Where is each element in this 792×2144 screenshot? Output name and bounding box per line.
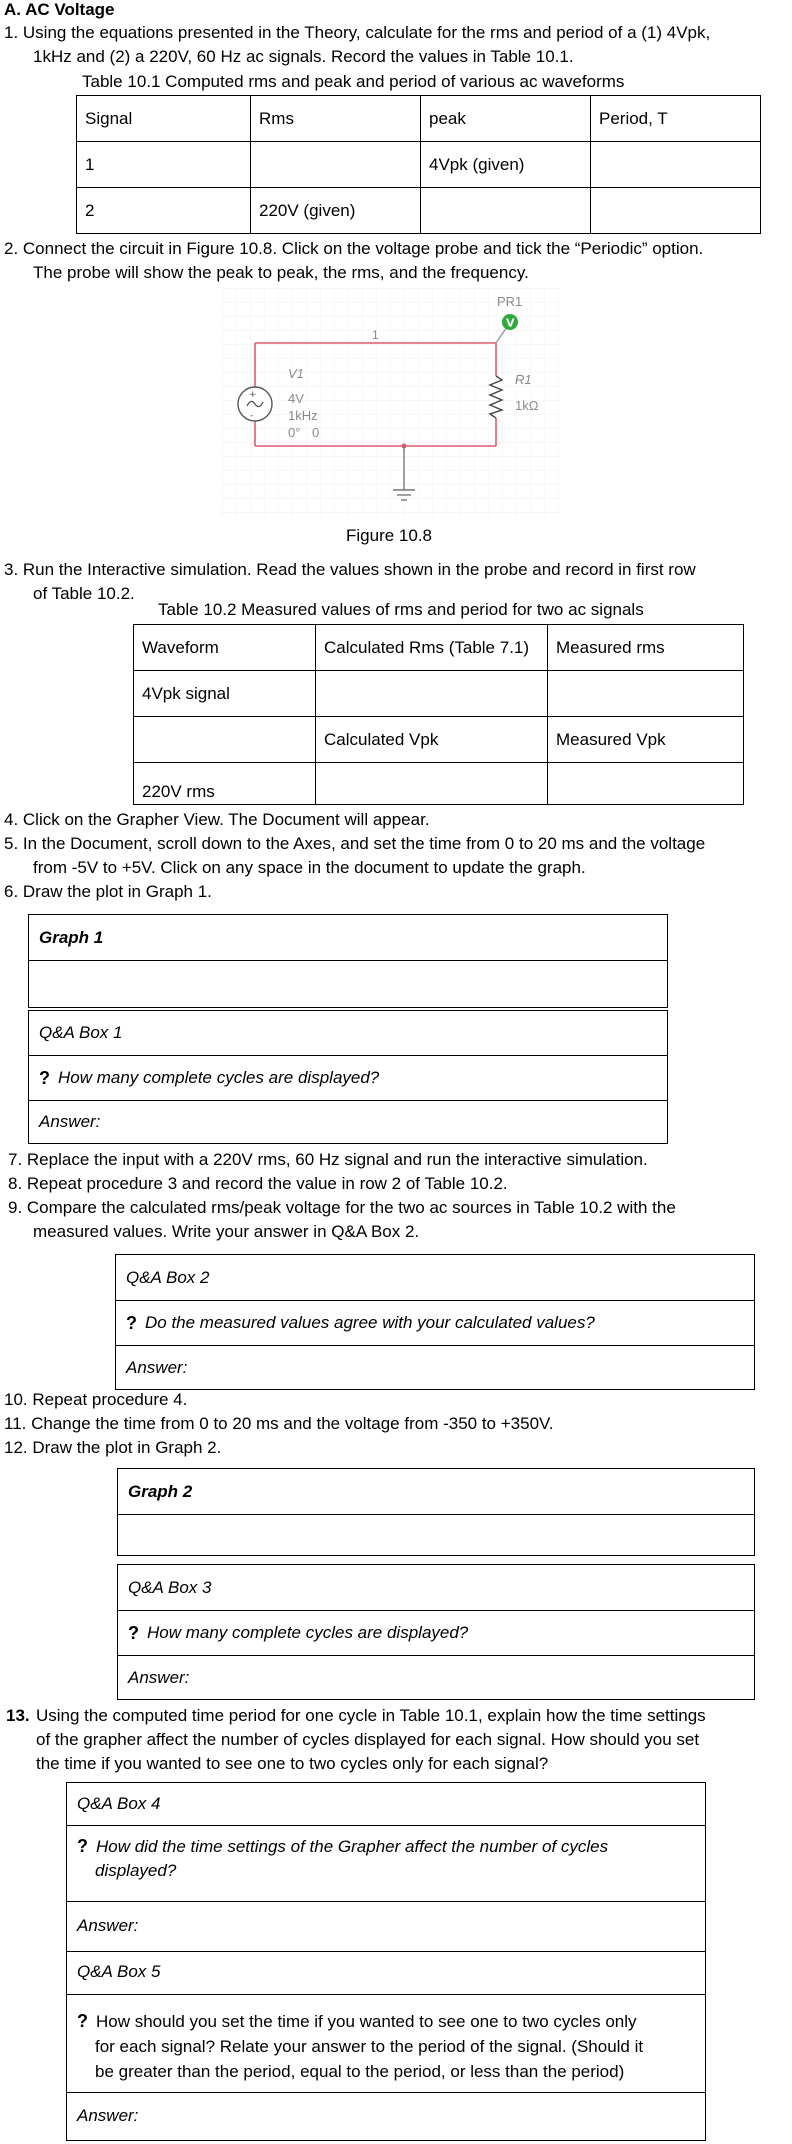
table-10-2-cell: Measured Vpk [548, 717, 744, 763]
graph-2-box [117, 1468, 755, 1556]
resistor-value: 1kΩ [515, 398, 539, 413]
qa-box-2-question: Do the measured values agree with your calculated values? [145, 1313, 595, 1332]
table-10-1-header: peak [421, 96, 591, 142]
question-mark-icon: ? [126, 1312, 137, 1333]
question-mark-icon: ? [39, 1067, 50, 1088]
source-voltage: 4V [288, 391, 304, 406]
step-5-line-1: 5. In the Document, scroll down to the Axes, and set the time from 0 to 20 ms and the voltage [4, 834, 706, 853]
qa-box-4-title: Q&A Box 4 [67, 1783, 705, 1826]
source-zero: 0 [312, 425, 320, 440]
source-phase: 0° [288, 425, 301, 440]
qa-box-3-title: Q&A Box 3 [118, 1565, 754, 1611]
graph-1-title: Graph 1 [29, 915, 667, 961]
step-9-line-2: measured values. Write your answer in Q&A Box 2. [33, 1222, 420, 1241]
graph-2-title: Graph 2 [118, 1469, 754, 1515]
step-8: 8. Repeat procedure 3 and record the value in row 2 of Table 10.2. [8, 1174, 508, 1193]
step-13-line-3: the time if you wanted to see one to two cycles only for each signal? [36, 1754, 549, 1773]
qa-box-5-question-line-3: be greater than the period, equal to the period, or less than the period) [95, 2062, 625, 2081]
table-10-1-cell: 4Vpk (given) [421, 142, 591, 188]
table-10-2-cell[interactable] [548, 763, 744, 805]
qa-box-2-answer[interactable]: Answer: [126, 1357, 188, 1377]
table-10-2-cell [134, 717, 316, 763]
step-3-line-2: of Table 10.2. [33, 584, 135, 603]
source-frequency: 1kHz [288, 408, 318, 423]
table-10-1-header: Period, T [591, 96, 761, 142]
qa-box-5 [66, 1950, 706, 2141]
qa-box-4-question-line-2: displayed? [95, 1861, 177, 1880]
probe-mark: V [506, 316, 515, 330]
probe-label: PR1 [497, 294, 523, 309]
qa-box-1-answer[interactable]: Answer: [39, 1112, 101, 1131]
qa-box-1-title: Q&A Box 1 [29, 1011, 667, 1056]
step-12: 12. Draw the plot in Graph 2. [4, 1438, 222, 1457]
step-2-line-2: The probe will show the peak to peak, the rms, and the frequency. [33, 263, 529, 282]
table-10-2-caption: Table 10.2 Measured values of rms and period for two ac signals [158, 600, 644, 619]
step-1-line-1: 1. Using the equations presented in the Theory, calculate for the rms and period of a (1) 4Vpk, [4, 23, 711, 42]
circuit-figure [222, 288, 560, 516]
table-10-2-cell[interactable] [548, 671, 744, 717]
step-1-line-2: 1kHz and (2) a 220V, 60 Hz ac signals. Record the values in Table 10.1. [33, 47, 574, 66]
graph-2-area[interactable] [118, 1515, 754, 1555]
table-10-2-cell: 4Vpk signal [134, 671, 316, 717]
qa-box-5-answer[interactable]: Answer: [77, 2106, 139, 2125]
table-10-1-header: Rms [251, 96, 421, 142]
qa-box-3-question: How many complete cycles are displayed? [147, 1623, 469, 1642]
table-10-1 [76, 95, 761, 234]
qa-box-4-answer[interactable]: Answer: [77, 1916, 139, 1935]
table-10-1-cell: 220V (given) [251, 188, 421, 234]
question-mark-icon: ? [128, 1622, 139, 1643]
qa-box-3-answer[interactable]: Answer: [128, 1667, 190, 1687]
step-13-line-1: Using the computed time period for one cycle in Table 10.1, explain how the time settings [36, 1706, 706, 1725]
table-10-2-cell[interactable] [316, 671, 548, 717]
table-10-2-cell: Measured rms [548, 625, 744, 671]
step-5-line-2: from -5V to +5V. Click on any space in the document to update the graph. [33, 858, 586, 877]
step-11: 11. Change the time from 0 to 20 ms and the voltage from -350 to +350V. [4, 1414, 554, 1433]
step-13-line-2: of the grapher affect the number of cycles displayed for each signal. How should you set [36, 1730, 700, 1749]
table-10-1-cell[interactable] [251, 142, 421, 188]
figure-caption: Figure 10.8 [346, 526, 432, 545]
table-10-1-cell: 2 [77, 188, 251, 234]
ac-source-icon[interactable] [238, 387, 272, 421]
table-10-1-cell[interactable] [421, 188, 591, 234]
graph-1-area[interactable] [29, 961, 667, 1007]
question-mark-icon: ? [77, 2011, 88, 2031]
step-3-line-1: 3. Run the Interactive simulation. Read the values shown in the probe and record in first row [4, 560, 696, 579]
step-9-line-1: 9. Compare the calculated rms/peak voltage for the two ac sources in Table 10.2 with the [8, 1198, 676, 1217]
step-4: 4. Click on the Grapher View. The Document will appear. [4, 810, 430, 829]
question-mark-icon: ? [77, 1836, 88, 1856]
svg-text:+: + [249, 390, 257, 400]
qa-box-5-question-line-2: for each signal? Relate your answer to the period of the signal. (Should it [95, 2037, 644, 2056]
step-7: 7. Replace the input with a 220V rms, 60 Hz signal and run the interactive simulation. [8, 1150, 648, 1169]
table-10-1-caption: Table 10.1 Computed rms and peak and period of various ac waveforms [82, 72, 625, 91]
node-label: 1 [372, 328, 379, 342]
table-10-2-cell: Waveform [134, 625, 316, 671]
source-name: V1 [288, 366, 304, 381]
table-10-2-cell: Calculated Vpk [316, 717, 548, 763]
qa-box-1 [28, 1010, 668, 1144]
table-10-1-cell: 1 [77, 142, 251, 188]
step-10: 10. Repeat procedure 4. [4, 1390, 188, 1409]
qa-box-4 [66, 1782, 706, 1952]
table-10-2-cell: 220V rms [134, 763, 316, 805]
qa-box-2 [115, 1254, 755, 1390]
table-10-1-cell[interactable] [591, 142, 761, 188]
table-10-2-cell[interactable] [316, 763, 548, 805]
table-10-2 [133, 624, 744, 805]
qa-box-1-question: How many complete cycles are displayed? [58, 1068, 380, 1087]
table-10-1-cell[interactable] [591, 188, 761, 234]
table-10-2-cell: Calculated Rms (Table 7.1) [316, 625, 548, 671]
svg-text:-: - [250, 411, 254, 421]
qa-box-5-question-line-1: How should you set the time if you wanted to see one to two cycles only [96, 2012, 637, 2031]
section-heading: A. AC Voltage [4, 0, 115, 19]
qa-box-4-question-line-1: How did the time settings of the Grapher affect the number of cycles [96, 1837, 609, 1856]
qa-box-2-title: Q&A Box 2 [116, 1255, 754, 1301]
step-6: 6. Draw the plot in Graph 1. [4, 882, 212, 901]
graph-1-box [28, 914, 668, 1008]
resistor-name: R1 [515, 372, 532, 387]
step-2-line-1: 2. Connect the circuit in Figure 10.8. Click on the voltage probe and tick the “Periodic” option. [4, 239, 704, 258]
qa-box-5-title: Q&A Box 5 [67, 1950, 705, 1995]
table-10-1-header: Signal [77, 96, 251, 142]
qa-box-3 [117, 1564, 755, 1700]
step-13-number: 13. [6, 1706, 30, 1725]
